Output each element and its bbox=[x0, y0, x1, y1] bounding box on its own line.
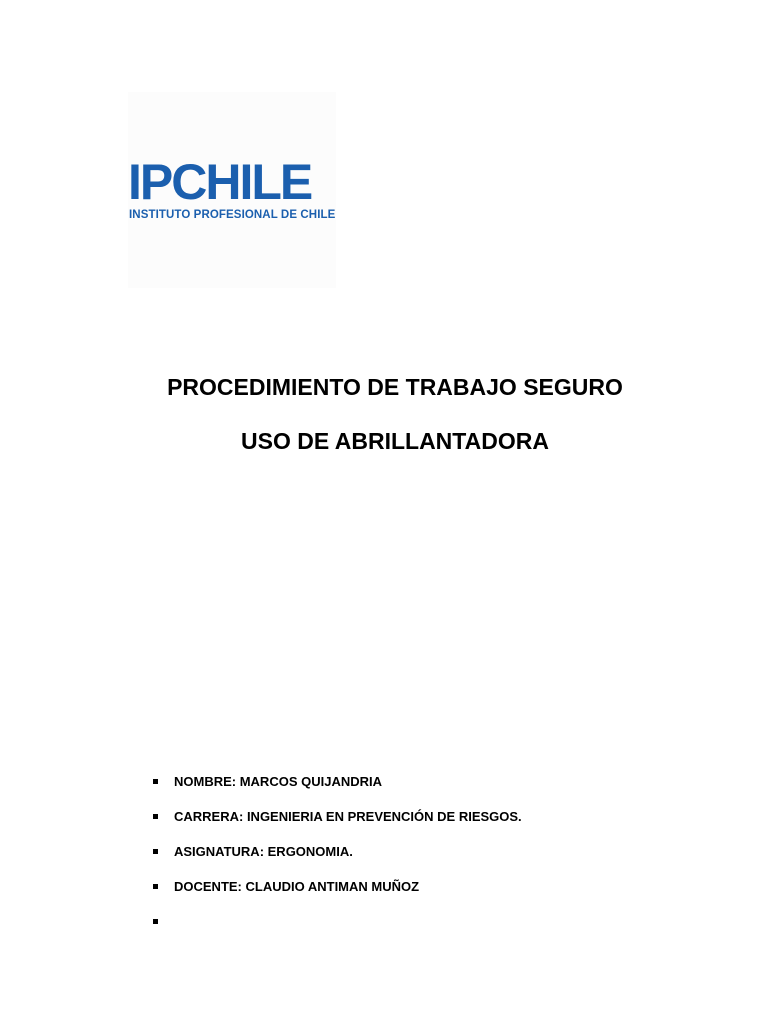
institution-logo bbox=[128, 92, 336, 288]
document-subtitle: USO DE ABRILLANTADORA bbox=[241, 428, 549, 454]
logo-subtitle: INSTITUTO PROFESIONAL DE CHILE bbox=[129, 209, 336, 221]
list-item-text: DOCENTE: CLAUDIO ANTIMAN MUÑOZ bbox=[174, 879, 420, 894]
bullet-icon bbox=[153, 849, 158, 854]
list-item-text: CARRERA: INGENIERIA EN PREVENCIÓN DE RIESGOS. bbox=[174, 809, 522, 824]
list-item-carrera bbox=[150, 807, 522, 842]
list-item-text: NOMBRE: MARCOS QUIJANDRIA bbox=[174, 774, 382, 789]
list-item-empty bbox=[150, 912, 522, 947]
bullet-icon bbox=[153, 814, 158, 819]
document-title: PROCEDIMIENTO DE TRABAJO SEGURO bbox=[167, 374, 623, 400]
list-item-nombre bbox=[150, 772, 522, 807]
bullet-icon bbox=[153, 779, 158, 784]
list-item-docente bbox=[150, 877, 522, 912]
bullet-icon bbox=[153, 884, 158, 889]
list-item-asignatura bbox=[150, 842, 522, 877]
logo-wordmark: IPCHILE bbox=[128, 154, 312, 210]
list-item-text: ASIGNATURA: ERGONOMIA. bbox=[174, 844, 353, 859]
bullet-icon bbox=[153, 919, 158, 924]
student-info-list bbox=[150, 772, 522, 947]
